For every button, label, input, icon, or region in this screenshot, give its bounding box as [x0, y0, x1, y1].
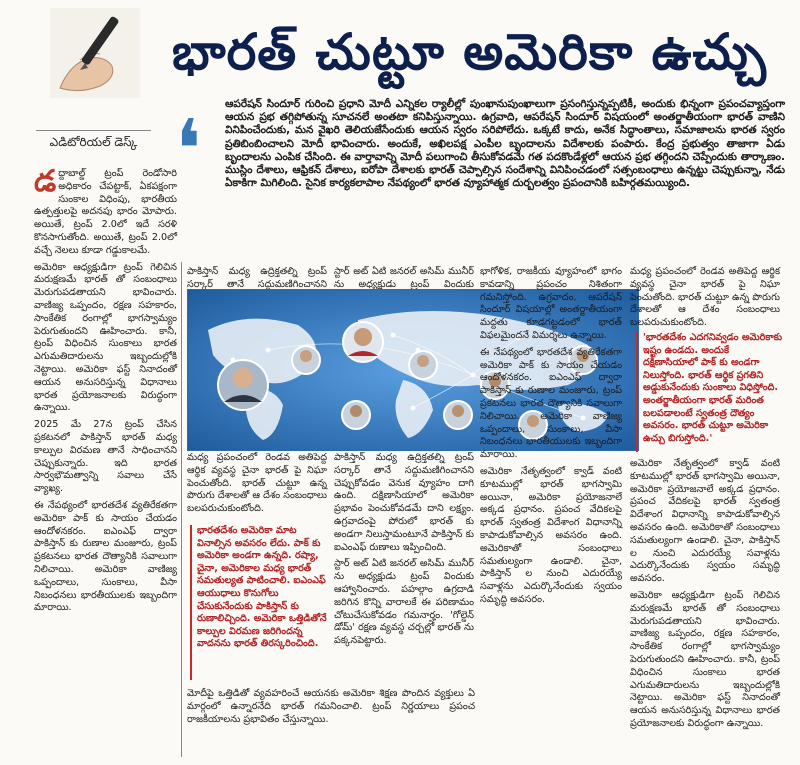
- pull-quote-left: [190, 525, 332, 680]
- col2-paragraph-1: పాకిస్తాన్ మధ్య ఉద్రిక్తతల్ని ట్రంప్ సర్కార్ తానే సద్దుమణిగించానని: [187, 266, 327, 290]
- col4-paragraph-2: ఈ నేపథ్యంలో భారతదేశ వ్యతిరేకతగా అమెరికా పాక్ కు సాయం చేయడం ఆందోళనకరం. ఐఎంఎఫ్ ద్వారా పాకిస్తాన్ కు రుణాల మంజూరు, ట్రంప్ ప్రకటనలు భారత దౌత్యానికి సవాలుగా నిలిచాయి. అమెరికా వాణిజ్య ఒప్పందాలు, సుంకాలు, వీసా నిబంధనలు భారతీయులకు ఇబ్బందిగా మారాయి.: [480, 346, 622, 461]
- column-4: [480, 266, 622, 756]
- headline: భారత్ చుట్టూ అమెరికా ఉచ్చు: [172, 23, 767, 81]
- col2-paragraph-2: మధ్య ప్రపంచంలో రెండవ అతిపెద్ద ఆర్థిక వ్యవస్థ చైనా భారత్ పై నిఘా పెంచుతోంది. భారత్ చుట్టూ ఉన్న పొరుగు దేశాలతో ఆ దేశం సంబంధాలు బలపరుచుకుంటోంది.: [187, 452, 327, 515]
- drop-cap: డ: [34, 164, 57, 199]
- column-divider: [181, 262, 182, 757]
- col3-paragraph-2: పాకిస్తాన్ మధ్య ఉద్రిక్తతల్ని ట్రంప్ సర్కార్ తానే సద్దుమణిగించానని చెప్పుకోవడం వెనుక వ్యూహం దాగి ఉంది. దక్షిణాసియాలో అమెరికా ప్రభావం పెంచుకోవడమే దాని లక్ష్యం. ఉగ్రవాదంపై పోరులో భారత్ కు అండగా నిలుస్తామంటూనే పాకిస్తాన్ కు ఐఎంఎఫ్ రుణాలు ఇప్పించింది.: [334, 452, 474, 553]
- pull-quote-left-text: భారతదేశం అమెరికా మాట వినాల్సిన అవసరం లేదు. పాక్ కు అమెరికా అండగా ఉన్నది. రష్యా, చైనా, అమెరికాల మధ్య భారత్ సమతుల్యత పాటించాలి. ఐఎంఎఫ్ ఆయుధాలు కొనుగోలు చేసుకునేందుకు పాకిస్తాన్ కు రుణాలిచ్చింది. అమెరికా ఒత్తిడితోనే కాల్పుల విరమణ జరిగిందన్న వాదనను భారత్ తిరస్కరించింది.: [197, 525, 327, 650]
- col1-paragraph-1: ద్దాబాల్డ్ ట్రంప్ రెండోసారి అధికారం చేపట్టాక్, ఏకపక్షంగా సుంకాల విధింపు, భారతీయ ఉత్పత్తులపై అదనపు భారం మోపారు. అయితే, ట్రంప్ 2.0లో ఇదే సరళి కొనసాగుతోంది. అయితే, ట్రంప్ 2.0లో వచ్చే నెలలు కూడా గడ్డుకాలమే.: [34, 168, 177, 256]
- col3-paragraph-1: స్టార్ అట్ ఏటి జనరల్ అసిమ్ మునీర్ ను అధ్యక్షుడు ట్రంప్ విందుకు: [334, 266, 474, 290]
- pull-quote-right: [636, 332, 783, 452]
- col4-paragraph-1: భాగోళిక, రాజకీయ వ్యూహంలో భాగం కావడాన్ని ప్రపంచం నిశితంగా గమనిస్తోంది. ఉగ్రవాదం, ఆపరేషన్ సిందూర్ విషయాల్లో అంతర్జాతీయంగా మద్దతు కూడగట్టడంలో భారత్ విఫలమైందనే విమర్శలు ఉన్నాయి.: [480, 266, 622, 341]
- col5-paragraph-2: అమెరికా నేతృత్వంలో క్వాడ్ వంటి కూటముల్లో భారత్ భాగస్వామి అయినా, అమెరికా ప్రయోజనాలే అక్కడ ప్రధానం. ప్రపంచ వేదికలపై భారత్ స్వతంత్ర విదేశాంగ విధానాన్ని కాపాడుకోవాల్సిన అవసరం ఉంది. అమెరికాతో సంబంధాలు సమతుల్యంగా ఉండాలి. చైనా, పాకిస్తాన్ ల నుంచి ఎదురయ్యే సవాళ్లను ఎదుర్కొనేందుకు స్వయం సమృద్ధి అవసరం.: [630, 458, 780, 585]
- intro-paragraph: ఆపరేషన్ సిందూర్ గురించి ప్రధాని మోదీ ఎన్నికల ర్యాలీల్లో పుంఖానుపుంఖాలుగా ప్రసంగిస్తున్నప్పటికీ, అందుకు భిన్నంగా ప్రపంచవ్యాప్తంగా ఆయన ప్రభ తగ్గిపోతున్న సూచనలే అంతటా కనిపిస్తున్నాయి. ఉగ్రవాది, ఆపరేషన్ సిందూర్ విషయంలో అంతర్జాతీయంగా భారత్ వాణిని వినిపించేందుకు, మన వైఖరి తెలియజేసేందుకు ఆయన స్వరం సరిపోలేదు. ఒక్కటే కాదు, అనేక సిద్ధాంతాలు, సమాజాలను భారత స్వరం ప్రతిబింబించాలని మోదీ భావించారు. అందుకే, అఖిలపక్ష ఎంపీల బృందాలను విదేశాలకు పంపారు. కేంద్ర ప్రభుత్వం తాజాగా ఏడు బృందాలను ఎంపిక చేసింది. ఈ వార్తావాన్ని మోదీ పలుగాంచి తీసుకోవడమే గత పదకొండేళ్లలో ఆయన ప్రభ తగ్గిందని చెప్పేందుకు తార్కాణం. ముస్లిం దేశాలు, ఆఫ్రికన్ దేశాలు, ఐరోపా దేశాలకు భారత్ చెప్పాల్సిన సందేశాన్ని వినిపించడంలో సత్సంబంధాలు ఉన్నట్టు చెప్పుకున్నా, నేడు ఏకాకిగా మిగిలింది. సైనిక కార్యకలాపాల నేపథ్యంలో భారత వ్యూహాత్మక దుర్బలత్వం ప్రపంచానికి బహిర్గతమయ్యింది.: [225, 98, 785, 190]
- col4-paragraph-3: అమెరికా నేతృత్వంలో క్వాడ్ వంటి కూటముల్లో భారత్ భాగస్వామి అయినా, అమెరికా ప్రయోజనాలే అక్కడ ప్రధానం. ప్రపంచ వేదికలపై భారత్ స్వతంత్ర విదేశాంగ విధానాన్ని కాపాడుకోవాల్సిన అవసరం ఉంది. అమెరికాతో సంబంధాలు సమతుల్యంగా ఉండాలి. చైనా, పాకిస్తాన్ ల నుంచి ఎదురయ్యే సవాళ్లను ఎదుర్కొనేందుకు స్వయం సమృద్ధి అవసరం.: [480, 465, 622, 605]
- column-5-bottom: [630, 458, 780, 756]
- column-3-top: [334, 266, 474, 288]
- headline-area: [0, 0, 800, 100]
- quote-mark-icon: ❛: [175, 103, 202, 198]
- col1-paragraph-2: అమెరికా ఆధ్యక్షుడిగా ట్రంప్ గెలిచిన మరుక్షణమే భారత్ తో సంబంధాలు మెరుగుపడతాయని భావించారు. వాణిజ్య ఒప్పందం, రక్షణ సహకారం, సాంకేతిక రంగాల్లో భాగస్వామ్యం పెరుగుతుందని ఊహించారు. కానీ, ట్రంప్ విధించిన సుంకాలు భారత ఎగుమతిదారులను ఇబ్బందుల్లోకి నెట్టాయి. అమెరికా ఫస్ట్ నినాదంతో ఆయన అనుసరిస్తున్న విధానాలు భారత ప్రయోజనాలకు విరుద్ధంగా ఉన్నాయి.: [34, 261, 177, 414]
- col5-paragraph-1: మధ్య ప్రపంచంలో రెండవ అతిపెద్ద ఆర్థిక వ్యవస్థ చైనా భారత్ పై నిఘా పెంచుతోంది. భారత్ చుట్టూ ఉన్న పొరుగు దేశాలతో ఆ దేశం సంబంధాలు బలపరుచుకుంటోంది.: [630, 266, 780, 329]
- col3-paragraph-3: స్టార్ అట్ ఏటి జనరల్ అసిమ్ మునీర్ ను అధ్యక్షుడు ట్రంప్ విందుకు ఆహ్వానించారు. పహల్గాం ఉగ్రదాడి జరిగిన కొన్ని వారాలకే ఈ పరిణామం చోటుచేసుకోవడం గమనార్హం. 'గోల్డెన్ డోమ్' రక్షణ వ్యవస్థ చర్చల్లో భారత్ ను పక్కనపెట్టారు.: [334, 558, 474, 647]
- byline: ఎడిటోరియల్ డెస్క్: [36, 130, 151, 152]
- column-3-bottom: [334, 452, 474, 682]
- column-1: [34, 164, 177, 756]
- column-2-top: [187, 266, 327, 288]
- column-2-bottom: [187, 452, 327, 522]
- col1-paragraph-3: 2025 మే 27న ట్రంప్ చేసిన ప్రకటనలో పాకిస్తాన్ భారత్ మధ్య కాల్పుల విరమణ తానే సాధించానని చెప్పుకున్నారు. ఇది భారత సార్వభౌమత్వాన్ని సవాలు చేసే వ్యాఖ్య.: [34, 419, 177, 495]
- bottom-strip: [187, 688, 475, 758]
- hand-pen-icon: [50, 8, 140, 98]
- pull-quote-right-text: 'భారతదేశం ఎదగనివ్వడం అమెరికాకు ఇష్టం ఉండదు. అందుకే దక్షిణాసియాలో పాక్ కు అండగా నిలుస్తోంది. భారత్ ఆర్థిక ప్రగతిని అడ్డుకునేందుకు సుంకాలు విధిస్తోంది. అంతర్జాతీయంగా భారత్ మరింత బలపడాలంటే స్వతంత్ర దౌత్యం అవసరం. భారత్ చుట్టూ అమెరికా ఉచ్చు బిగుస్తోంది.': [643, 332, 783, 444]
- col5-paragraph-3: అమెరికా ఆధ్యక్షుడిగా ట్రంప్ గెలిచిన మరుక్షణమే భారత్ తో సంబంధాలు మెరుగుపడతాయని భావించారు. వాణిజ్య ఒప్పందం, రక్షణ సహకారం, సాంకేతిక రంగాల్లో భాగస్వామ్యం పెరుగుతుందని ఊహించారు. కానీ, ట్రంప్ విధించిన సుంకాలు భారత ఎగుమతిదారులను ఇబ్బందుల్లోకి నెట్టాయి. అమెరికా ఫస్ట్ నినాదంతో ఆయన అనుసరిస్తున్న విధానాలు భారత ప్రయోజనాలకు విరుద్ధంగా ఉన్నాయి.: [630, 589, 780, 729]
- col1-paragraph-4: ఈ నేపథ్యంలో భారతదేశ వ్యతిరేకతగా అమెరికా పాక్ కు సాయం చేయడం ఆందోళనకరం. ఐఎంఎఫ్ ద్వారా పాకిస్తాన్ కు రుణాల మంజూరు, ట్రంప్ ప్రకటనలు భారత దౌత్యానికి సవాలుగా నిలిచాయి. అమెరికా వాణిజ్య ఒప్పందాలు, సుంకాలు, వీసా నిబంధనలు భారతీయులకు ఇబ్బందిగా మారాయి.: [34, 499, 177, 614]
- bottom-strip-paragraph: మోదీపై ఒత్తిడితో వ్యవహరించే ఆయనకు అమెరికా శిక్షణ పొందిన వ్యక్తులు ఏ మార్గంలో ఉన్నారనేది భారత్ గమనించాలి. ట్రంప్ నిర్ణయాలు ప్రపంచ రాజకీయాలను ప్రభావితం చేస్తున్నాయి.: [187, 688, 475, 725]
- column-5-top: [630, 266, 780, 329]
